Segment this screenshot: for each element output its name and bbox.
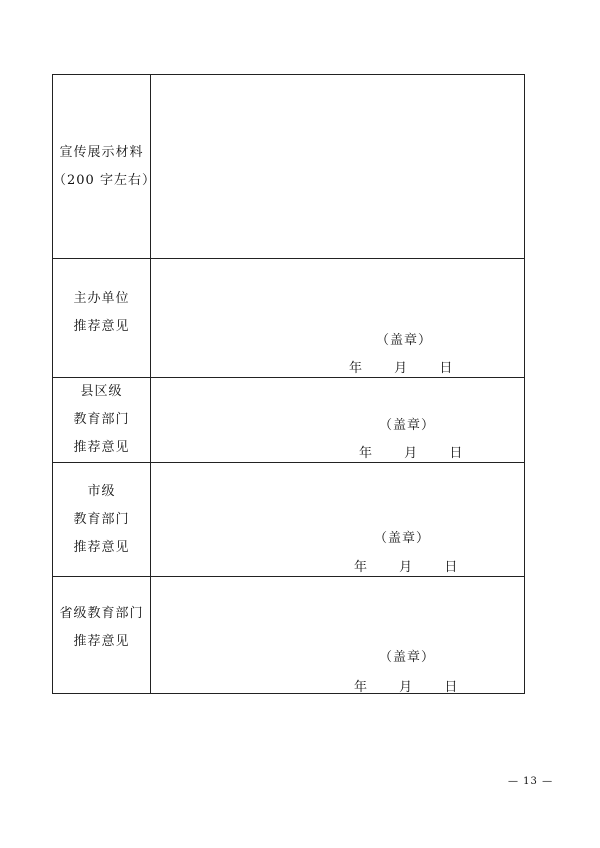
promo-material-field[interactable] bbox=[151, 75, 525, 259]
date-day: 日 bbox=[449, 446, 463, 461]
label-line: 教育部门 bbox=[73, 511, 130, 527]
date-year: 年 bbox=[359, 446, 373, 461]
label-line: 推荐意见 bbox=[73, 634, 130, 649]
date-line bbox=[349, 357, 452, 376]
label-line: 教育部门 bbox=[73, 412, 130, 427]
date-line bbox=[354, 556, 457, 575]
seal-label: （盖章） bbox=[379, 650, 436, 665]
province-opinion-field[interactable] bbox=[151, 577, 525, 694]
label-line: 推荐意见 bbox=[73, 539, 130, 555]
seal-label: （盖章） bbox=[376, 333, 433, 348]
table-row-organizer-opinion bbox=[53, 259, 525, 378]
label-line: 推荐意见 bbox=[73, 319, 130, 334]
organizer-opinion-field[interactable] bbox=[151, 259, 525, 378]
date-month: 月 bbox=[399, 680, 413, 695]
table-row-city-opinion bbox=[53, 463, 525, 577]
date-line bbox=[359, 442, 462, 461]
date-year: 年 bbox=[354, 680, 368, 695]
label-organizer-opinion bbox=[53, 259, 151, 378]
label-line: （200 字左右） bbox=[53, 172, 156, 188]
label-line: 市级 bbox=[87, 483, 116, 499]
table-row-province-opinion bbox=[53, 577, 525, 694]
date-day: 日 bbox=[439, 361, 453, 376]
table-row-promo-material bbox=[53, 75, 525, 259]
label-line: 县区级 bbox=[80, 384, 123, 399]
date-month: 月 bbox=[394, 361, 408, 376]
seal-label: （盖章） bbox=[379, 418, 436, 433]
recommendation-form-table bbox=[52, 74, 525, 694]
label-line: 主办单位 bbox=[73, 291, 130, 306]
date-month: 月 bbox=[404, 446, 418, 461]
county-opinion-field[interactable] bbox=[151, 378, 525, 463]
seal-label: （盖章） bbox=[374, 531, 431, 546]
page-number: — 13 — bbox=[508, 776, 554, 787]
date-month: 月 bbox=[399, 560, 413, 575]
label-line: 省级教育部门 bbox=[59, 606, 144, 621]
date-year: 年 bbox=[354, 560, 368, 575]
label-line: 推荐意见 bbox=[73, 440, 130, 455]
table-row-county-opinion bbox=[53, 378, 525, 463]
label-county-opinion bbox=[53, 378, 151, 463]
label-city-opinion bbox=[53, 463, 151, 577]
date-line bbox=[354, 676, 457, 695]
label-province-opinion bbox=[53, 577, 151, 694]
label-promo-material bbox=[53, 75, 156, 259]
label-line: 宣传展示材料 bbox=[59, 144, 144, 160]
date-day: 日 bbox=[444, 680, 458, 695]
date-year: 年 bbox=[349, 361, 363, 376]
city-opinion-field[interactable] bbox=[151, 463, 525, 577]
date-day: 日 bbox=[444, 560, 458, 575]
